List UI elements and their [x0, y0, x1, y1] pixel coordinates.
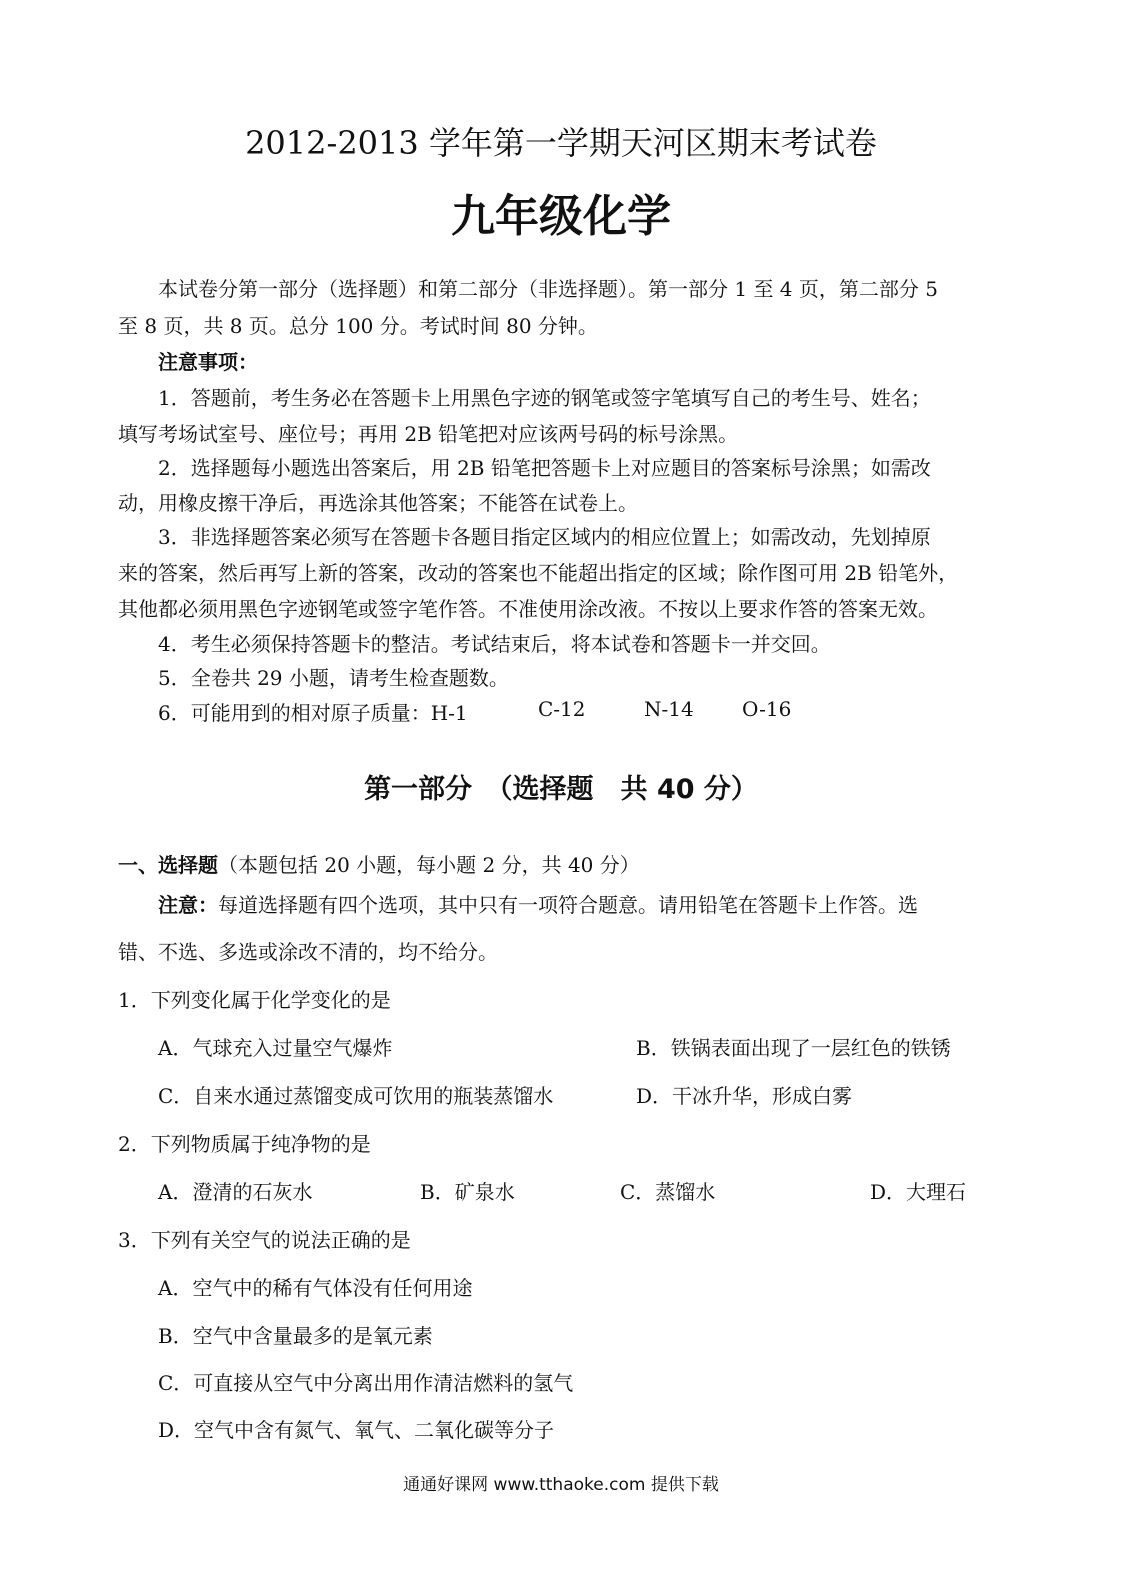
note-1-line-1: 1．答题前，考生务必在答题卡上用黑色字迹的钢笔或签字笔填写自己的考生号、姓名；	[158, 386, 931, 410]
question-2-option-b: B．矿泉水	[420, 1180, 515, 1204]
question-3-option-c: C．可直接从空气中分离出用作清洁燃料的氢气	[158, 1371, 574, 1395]
question-1-option-d: D．干冰升华，形成白雾	[636, 1084, 853, 1108]
note-4: 4．考生必须保持答题卡的整洁。考试结束后，将本试卷和答题卡一并交回。	[158, 632, 831, 656]
section-1-note	[158, 889, 918, 918]
question-1-option-a: A．气球充入过量空气爆炸	[158, 1036, 393, 1060]
exam-title: 2012-2013 学年第一学期天河区期末考试卷	[245, 124, 877, 162]
question-3-option-d: D．空气中含有氮气、氧气、二氧化碳等分子	[158, 1418, 555, 1442]
question-1-option-b: B．铁锅表面出现了一层红色的铁锈	[636, 1036, 951, 1060]
note-6-label: 6．可能用到的相对原子质量：H-1	[158, 701, 468, 725]
atomic-mass-o: O-16	[742, 697, 792, 721]
question-2-option-c: C．蒸馏水	[620, 1180, 716, 1204]
question-3-option-b: B．空气中含量最多的是氧元素	[158, 1324, 433, 1348]
subject-title: 九年级化学	[451, 191, 671, 242]
question-1-option-c: C．自来水通过蒸馏变成可饮用的瓶装蒸馏水	[158, 1084, 554, 1108]
section-1-note-bold: 注意：	[158, 893, 218, 917]
question-1-stem: 1．下列变化属于化学变化的是	[118, 988, 391, 1012]
note-3-line-2: 来的答案，然后再写上新的答案，改动的答案也不能超出指定的区域；除作图可用 2B 铅笔外，	[118, 561, 959, 585]
question-2-stem: 2．下列物质属于纯净物的是	[118, 1132, 371, 1156]
atomic-mass-c: C-12	[538, 697, 586, 721]
question-3-stem: 3．下列有关空气的说法正确的是	[118, 1228, 411, 1252]
note-2-line-1: 2．选择题每小题选出答案后，用 2B 铅笔把答题卡上对应题目的答案标号涂黑；如需改	[158, 456, 931, 480]
intro-line-1: 本试卷分第一部分（选择题）和第二部分（非选择题）。第一部分 1 至 4 页，第二部分 5	[158, 277, 938, 301]
question-2-option-d: D．大理石	[870, 1180, 967, 1204]
question-2-option-a: A．澄清的石灰水	[158, 1180, 313, 1204]
note-3-line-3: 其他都必须用黑色字迹钢笔或签字笔作答。不准使用涂改液。不按以上要求作答的答案无效。	[118, 597, 938, 621]
part-1-heading: 第一部分 （选择题 共 40 分）	[364, 774, 758, 805]
note-1-line-2: 填写考场试室号、座位号；再用 2B 铅笔把对应该两号码的标号涂黑。	[118, 422, 739, 446]
section-1-heading	[118, 849, 640, 878]
question-3-option-a: A．空气中的稀有气体没有任何用途	[158, 1276, 473, 1300]
atomic-mass-n: N-14	[644, 697, 694, 721]
section-1-heading-bold: 一、选择题	[118, 853, 218, 877]
section-1-note-rest: 每道选择题有四个选项，其中只有一项符合题意。请用铅笔在答题卡上作答。选	[218, 893, 918, 917]
note-3-line-1: 3．非选择题答案必须写在答题卡各题目指定区域内的相应位置上；如需改动，先划掉原	[158, 525, 931, 549]
note-2-line-2: 动，用橡皮擦干净后，再选涂其他答案；不能答在试卷上。	[118, 491, 638, 515]
intro-line-2: 至 8 页，共 8 页。总分 100 分。考试时间 80 分钟。	[118, 314, 598, 338]
section-1-note-line-2: 错、不选、多选或涂改不清的，均不给分。	[118, 940, 498, 964]
note-5: 5．全卷共 29 小题，请考生检查题数。	[158, 666, 509, 690]
footer-credit: 通通好课网 www.tthaoke.com 提供下载	[403, 1475, 719, 1495]
notes-heading: 注意事项：	[158, 350, 258, 374]
section-1-heading-rest: （本题包括 20 小题，每小题 2 分，共 40 分）	[218, 853, 640, 877]
